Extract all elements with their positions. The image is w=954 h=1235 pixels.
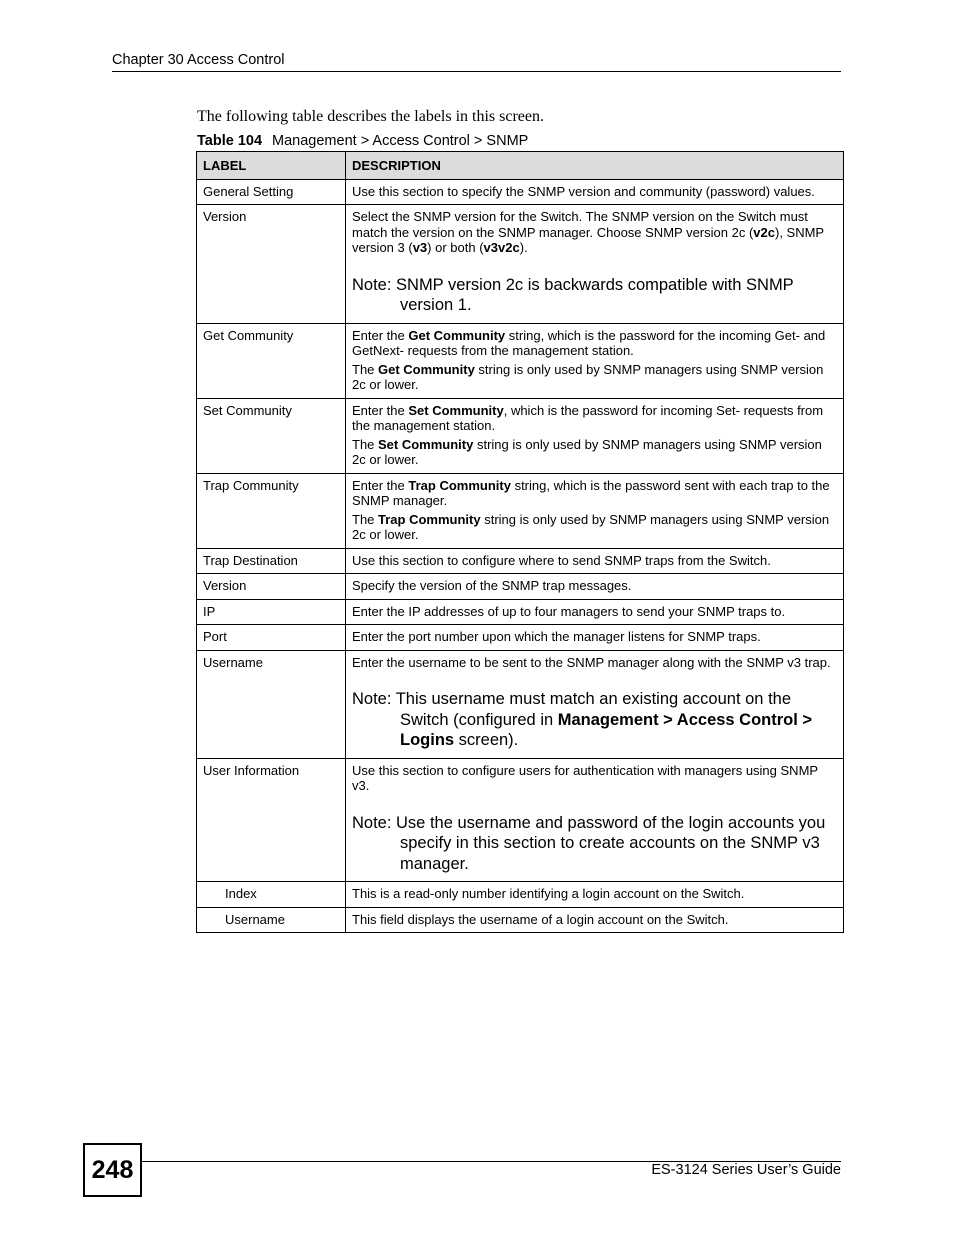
row-label: Version [197, 574, 346, 600]
description-paragraph [352, 328, 837, 359]
row-label: IP [197, 599, 346, 625]
text-run: Enter the [352, 327, 409, 343]
text-run: Note: SNMP version 2c is backwards compatible with SNMP version 1. [352, 275, 794, 314]
table-caption [197, 133, 528, 149]
row-description [346, 473, 844, 548]
label-column-header: LABEL [197, 152, 346, 180]
note-text [352, 813, 837, 875]
table-row [197, 599, 844, 625]
text-run: The [352, 361, 379, 377]
text-run: string, which is the password sent with each trap to the SNMP manager. [352, 477, 830, 508]
description-paragraph [352, 362, 837, 393]
text-run: ). [519, 240, 528, 255]
description-paragraph [352, 604, 837, 620]
table-row [197, 473, 844, 548]
bold-term: Trap Community [408, 477, 511, 493]
table-row [197, 323, 844, 398]
row-label: Version [197, 205, 346, 324]
table-body [197, 179, 844, 933]
row-description [346, 599, 844, 625]
table-row [197, 179, 844, 205]
text-run: Enter the [352, 477, 409, 493]
row-label: General Setting [197, 179, 346, 205]
text-run: string is only used by SNMP managers using SNMP version 2c or lower. [352, 436, 822, 467]
bold-term: Trap Community [378, 511, 481, 527]
table-caption-label: Table 104 [197, 133, 263, 149]
text-run: ), SNMP version 3 ( [352, 224, 824, 255]
description-paragraph [352, 553, 837, 569]
row-label: Get Community [197, 323, 346, 398]
row-description [346, 548, 844, 574]
text-run: Note: This username must match an existing account on the Switch (configured in [352, 690, 792, 729]
table-row [197, 574, 844, 600]
text-run: string, which is the password for the incoming Get- and GetNext- requests from the management station. [352, 327, 826, 358]
row-label: User Information [197, 758, 346, 882]
bold-term: Set Community [408, 402, 504, 418]
description-paragraph [352, 478, 837, 509]
row-description [346, 907, 844, 933]
text-run: Use this section to configure users for authentication with managers using SNMP v3. [352, 762, 818, 793]
text-run: ) or both ( [427, 240, 484, 255]
guide-title: ES-3124 Series User’s Guide [651, 1162, 841, 1178]
description-paragraph [352, 184, 837, 200]
table-row [197, 907, 844, 933]
text-run: Use this section to configure where to send SNMP traps from the Switch. [352, 552, 771, 568]
table-row [197, 398, 844, 473]
text-run: string is only used by SNMP managers using SNMP version 2c or lower. [352, 361, 824, 392]
table-header-row [197, 152, 844, 180]
description-paragraph [352, 886, 837, 902]
row-description [346, 574, 844, 600]
description-paragraph [352, 578, 837, 594]
row-description [346, 758, 844, 882]
text-run: Enter the IP addresses of up to four managers to send your SNMP traps to. [352, 603, 786, 619]
description-paragraph [352, 763, 837, 794]
text-run: Enter the port number upon which the manager listens for SNMP traps. [352, 629, 761, 644]
description-paragraph [352, 403, 837, 434]
row-label: Trap Destination [197, 548, 346, 574]
text-run: This field displays the username of a login account on the Switch. [352, 911, 729, 927]
row-description [346, 650, 844, 758]
text-run: , which is the password for incoming Set- requests from the management station. [352, 402, 824, 433]
chapter-header: Chapter 30 Access Control [112, 52, 285, 68]
row-label: Port [197, 625, 346, 651]
row-label: Index [197, 882, 346, 908]
row-label: Set Community [197, 398, 346, 473]
table-row [197, 205, 844, 324]
row-description [346, 323, 844, 398]
table-row [197, 548, 844, 574]
bold-term: v2c [753, 224, 775, 240]
description-paragraph [352, 209, 837, 256]
row-description [346, 205, 844, 324]
intro-text: The following table describes the labels in this screen. [197, 108, 545, 125]
page-number: 248 [83, 1143, 142, 1197]
text-run: Specify the version of the SNMP trap messages. [352, 578, 632, 593]
text-run: Use this section to specify the SNMP version and community (password) values. [352, 183, 815, 199]
table-caption-title: Management > Access Control > SNMP [272, 133, 529, 149]
description-paragraph [352, 437, 837, 468]
bold-term: Management > Access Control > Logins [400, 710, 813, 749]
description-column-header: DESCRIPTION [346, 152, 844, 180]
row-label: Username [197, 650, 346, 758]
text-run: Note: Use the username and password of the login accounts you specify in this section to create accounts on the SNMP v3 manager. [352, 813, 826, 873]
bold-term: Get Community [408, 327, 506, 343]
row-description [346, 882, 844, 908]
description-paragraph [352, 629, 837, 645]
text-run: Select the SNMP version for the Switch. The SNMP version on the Switch must match the version on the SNMP manager. Choose SNMP version 2c ( [352, 209, 808, 240]
text-run: The [352, 436, 379, 452]
row-description [346, 398, 844, 473]
row-description [346, 179, 844, 205]
description-paragraph [352, 912, 837, 928]
text-run: This is a read-only number identifying a login account on the Switch. [352, 886, 745, 901]
row-label: Trap Community [197, 473, 346, 548]
row-label: Username [197, 907, 346, 933]
bold-term: Get Community [378, 361, 475, 377]
row-description [346, 625, 844, 651]
text-run: Enter the username to be sent to the SNMP manager along with the SNMP v3 trap. [352, 654, 831, 670]
bold-term: v3v2c [483, 240, 520, 255]
snmp-labels-table [196, 151, 844, 933]
note-text [352, 689, 837, 751]
text-run: string is only used by SNMP managers using SNMP version 2c or lower. [352, 511, 830, 542]
text-run: The [352, 511, 379, 527]
bold-term: Set Community [378, 436, 474, 452]
table-row [197, 650, 844, 758]
description-paragraph [352, 512, 837, 543]
header-divider [112, 71, 841, 72]
description-paragraph [352, 655, 837, 671]
text-run: Enter the [352, 402, 409, 418]
table-row [197, 882, 844, 908]
table-row [197, 758, 844, 882]
table-row [197, 625, 844, 651]
note-text [352, 275, 837, 316]
bold-term: v3 [412, 240, 428, 255]
text-run: screen). [454, 731, 519, 749]
